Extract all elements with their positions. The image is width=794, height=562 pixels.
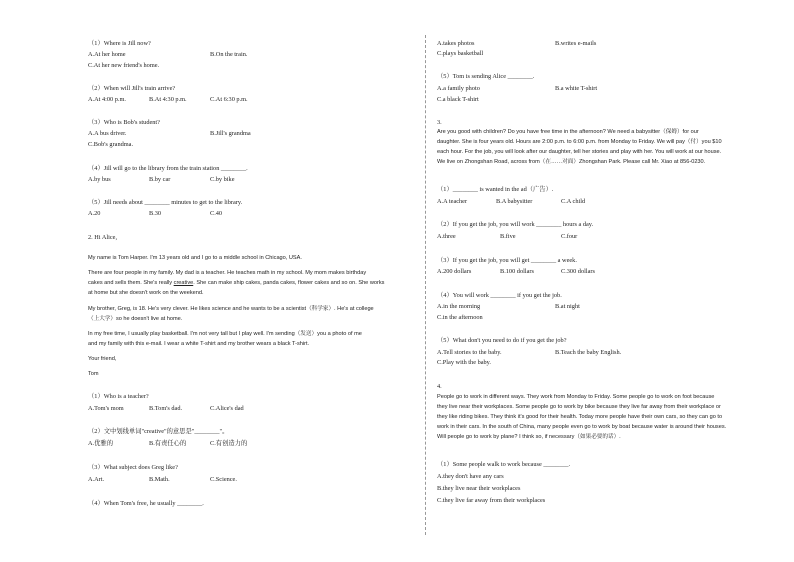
option-b: B.Teach the baby English. [555, 349, 622, 356]
option-c: C.they live far away from their workplaces [437, 497, 546, 504]
passage-paragraph: In my free time, I usually play basketball. I'm not very tall but I play well. I'm sending（发送）you a photo of me and my family with this e-mail. I wear a white T-shirt and my brother wears a black T-shirt. [88, 331, 362, 347]
option-b: B.by car [149, 176, 171, 183]
option-b: B.30 [149, 210, 162, 217]
option-b: B.A babysitter [496, 198, 533, 205]
option-c: C.by bike [210, 176, 235, 183]
question-stem: （1）________ is wanted in the ad（广告）. [437, 186, 554, 193]
option-a: A.three [437, 233, 456, 240]
option-b: B.writes e-mails [555, 40, 597, 47]
option-a: A.At 4:00 p.m. [88, 96, 126, 103]
question-stem: （3）What subject does Greg like? [88, 464, 178, 471]
option-a: A.takes photos [437, 40, 475, 47]
option-a: A.A bus driver. [88, 130, 127, 137]
question-stem: （1）Some people walk to work because ________. [437, 461, 571, 468]
letter-closing: Your friend, [88, 356, 117, 362]
question-stem: （2）If you get the job, you will work ________ hours a day. [437, 221, 594, 228]
question-stem: （5）Jill needs about ________ minutes to get to the library. [88, 199, 243, 206]
question-stem: （3）If you get the job, you will get ________ a week. [437, 257, 577, 264]
passage-paragraph: There are four people in my family. My dad is a teacher. He teaches math in my school. My mom makes birthday cakes and sells them. She's really creative. She can make ship cakes, panda cakes, flower cakes and so on. She works at home but she doesn't work on the weekend. [88, 270, 385, 296]
option-b: B.有责任心的 [149, 440, 187, 447]
question-stem: （4）When Tom's free, he usually ________. [88, 500, 204, 507]
option-b: B.Math. [149, 476, 170, 483]
section-heading: 2. Hi Alice, [88, 234, 118, 241]
question-stem: （3）Who is Bob's student? [88, 119, 160, 126]
option-c: C.At her new friend's home. [88, 62, 160, 69]
option-a: A.200 dollars [437, 268, 472, 275]
column-divider [425, 35, 426, 535]
section-heading: 3. [437, 119, 442, 126]
option-a: A.Tell stories to the baby. [437, 349, 502, 356]
option-b: B.a white T-shirt [555, 85, 598, 92]
section-heading: 4. [437, 383, 442, 390]
option-a: A.in the morning [437, 303, 481, 310]
option-b: B.at night [555, 303, 580, 310]
option-c: C.300 dollars [561, 268, 595, 275]
option-a: A.they don't have any cars [437, 473, 504, 480]
option-a: A.a family photo [437, 85, 480, 92]
passage-paragraph: Are you good with children? Do you have free time in the afternoon? We need a babysitter（保姆）for our daughter. She is four years old. Hours are 2:00 p.m. to 6:00 p.m. from Monday to Friday. We will pay（付）you $10 each hour. For the job, you will look after our daughter, tell her stories and play with her. You will work at our house. We live on Zhongshan Road, across from（在……对面）Zhongshan Park. Please call Mr. Xiao at 856-0230. [437, 129, 722, 165]
letter-signature: Tom [88, 371, 99, 377]
option-b: B.they live near their workplaces [437, 485, 521, 492]
option-b: B.five [500, 233, 516, 240]
passage-paragraph: My name is Tom Harper. I'm 13 years old and I go to a middle school in Chicago, USA. [88, 255, 302, 261]
option-c: C.Alice's dad [210, 405, 244, 412]
option-b: B.Jill's grandma [210, 130, 251, 137]
option-c: C.A child [561, 198, 586, 205]
passage-paragraph: People go to work in different ways. They work from Monday to Friday. Some people go to work on foot because they live near their workplaces. Some people go to work by bike because they live far away from their workplace or they like riding bikes. They think it's good for their health. Today more people have their own cars, so they can go to work in their cars. In the south of China, many people even go to work by boat because water is around their houses. Will people go to work by plane? I think so, if necessary（如果必要的话）. [437, 394, 727, 440]
question-stem: （1）Where is Jill now? [88, 40, 151, 47]
option-a: A.优雅的 [88, 440, 114, 447]
option-c: C.Bob's grandma. [88, 141, 134, 148]
underlined-word: creative [173, 280, 194, 286]
option-b: B.On the train. [210, 51, 248, 58]
option-b: B.At 4:30 p.m. [149, 96, 187, 103]
option-c: C.有创造力的 [210, 440, 248, 447]
option-c: C.At 6:30 p.m. [210, 96, 248, 103]
question-stem: （4）Jill will go to the library from the train station ________. [88, 165, 248, 172]
question-stem: （2）When will Jill's train arrive? [88, 85, 176, 92]
question-stem: （5）What don't you need to do if you get the job? [437, 337, 567, 344]
option-a: A.20 [88, 210, 101, 217]
option-a: A.Art. [88, 476, 105, 483]
option-a: A.A teacher [437, 198, 468, 205]
option-b: B.Tom's dad. [149, 405, 183, 412]
option-c: C.Play with the baby. [437, 359, 491, 366]
option-a: A.by bus [88, 176, 111, 183]
option-a: A.At her home [88, 51, 126, 58]
option-c: C.in the afternoon [437, 314, 483, 321]
option-c: C.four [561, 233, 578, 240]
option-b: B.100 dollars [500, 268, 534, 275]
option-c: C.Science. [210, 476, 237, 483]
option-c: C.40 [210, 210, 223, 217]
passage-paragraph: My brother, Greg, is 18. He's very clever. He likes science and he wants to be a scientist（科学家）. He's at college （上大学）so he doesn't live at home. [88, 306, 374, 322]
question-stem: （4）You will work ________ if you get the job. [437, 292, 562, 299]
question-stem: （1）Who is a teacher? [88, 393, 149, 400]
option-c: C.plays basketball [437, 50, 484, 57]
option-c: C.a black T-shirt [437, 96, 479, 103]
question-stem: （2）文中划线单词"creative"的意思是"________"。 [88, 428, 229, 435]
option-a: A.Tom's mom [88, 405, 124, 412]
question-stem: （5）Tom is sending Alice ________. [437, 73, 535, 80]
